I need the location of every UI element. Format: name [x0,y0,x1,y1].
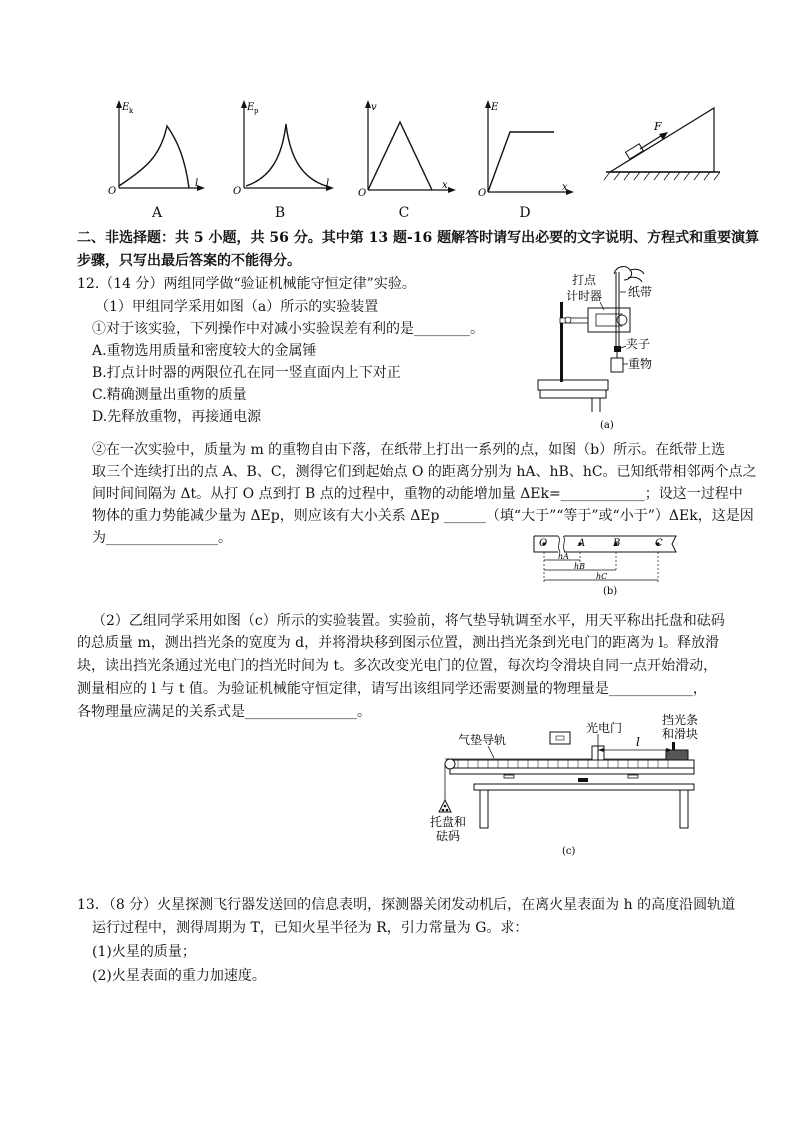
graph-b-yaxis: E [247,102,255,113]
fig-a-timer-label: 打点 [572,273,597,287]
fig-c-slider-label2: 和滑块 [662,727,699,741]
incline-diagram [602,100,722,185]
q12-sub2-line2: 取三个连续打出的点 A、B、C，测得它们到起始点 O 的距离分别为 hA、hB、hC。已知纸带相邻两个点之 [92,464,757,480]
fig-a-weight-label: 重物 [628,357,653,371]
graph-c-caption: C [398,205,410,221]
graph-a-xaxis: l [195,178,199,189]
q12-sub2-line3: 间时间间隔为 Δt。从打 O 点到打 B 点的过程中，重物的动能增加量 ΔEk=____________；设这一过程中 [92,486,743,502]
fig-b-label-b: B [613,538,621,549]
fig-b-label-hb: hB [574,562,586,571]
q12-part2-line5: 各物理量应满足的关系式是________________。 [77,704,371,720]
fig-a-clip-label: 夹子 [626,337,651,351]
graph-a [105,98,205,200]
fig-b-label-a: A [578,538,586,549]
fig-b-label-hc: hC [596,572,608,581]
fig-c-tray-label2: 砝码 [436,829,461,843]
fig-b-label-o: O [539,538,548,549]
q12-sub2-line1: ②在一次实验中，质量为 m 的重物自由下落，在纸带上打出一系列的点，如图（b）所示。在纸带上选 [92,442,726,458]
graph-c-yaxis: v [371,102,377,113]
graph-b-ysub: p [254,107,259,115]
q13-line1: 13．（8 分）火星探测飞行器发送回的信息表明，探测器关闭发动机后，在离火星表面为 h 的高度沿圆轨道 [77,897,736,913]
q12-sub2-line5: 为________________。 [92,530,232,546]
fig-b-label-ha: hA [558,552,569,561]
q12-part2-line3: 块，读出挡光条通过光电门的挡光时间为 t。多次改变光电门的位置，每次均令滑块自同一点开始滑动， [77,658,718,674]
graph-b-xaxis: l [326,178,330,189]
fig-c-tray-label1: 托盘和 [430,815,467,829]
graph-d [476,98,576,200]
section-heading-line1: 二、非选择题：共 5 小题，共 56 分。其中第 13 题-16 题解答时请写出必要的文字说明、方程式和重要演算 [77,230,760,246]
section-heading-line2: 步骤，只写出最后答案的不能得分。 [77,253,301,269]
fig-c-slider-label1: 挡光条 [662,713,699,727]
fig-c-caption: (c) [562,846,576,857]
fig-a-caption: (a) [600,420,614,431]
graph-b-origin: O [233,186,242,197]
graph-a-caption: A [151,205,163,221]
graph-a-yaxis: E [122,102,130,113]
fig-c-rail-label: 气垫导轨 [458,733,507,747]
q13-line2: 运行过程中，测得周期为 T，已知火星半径为 R，引力常量为 G。求： [92,920,529,936]
graph-d-xaxis: x [562,182,568,193]
q12-option-a: A.重物选用质量和密度较大的金属锤 [92,343,317,359]
fig-a-tape-label: 纸带 [628,285,653,299]
graph-d-origin: O [478,188,487,199]
q12-sub1: ①对于该实验，下列操作中对减小实验误差有利的是________。 [92,321,484,337]
q12-part2-line1: （2）乙组同学采用如图（c）所示的实验装置。实验前，将气垫导轨调至水平，用天平称出托盘和砝码 [92,613,725,629]
q12-option-c: C.精确测量出重物的质量 [92,387,247,403]
fig-a-timer-label2: 计时器 [566,289,603,303]
graph-c [356,98,456,200]
q13-line4: (2)火星表面的重力加速度。 [92,968,266,984]
fig-c-gate-label: 光电门 [586,721,623,735]
graph-c-xaxis: x [442,180,448,191]
q12-sub2-line4: 物体的重力势能减少量为 ΔEp，则应该有大小关系 ΔEp ______（填“大于”“等于”或“小于”）ΔEk，这是因 [92,508,754,524]
graph-b-caption: B [274,205,286,221]
q12-part2-line2: 的总质量 m，测出挡光条的宽度为 d，并将滑块移到图示位置，测出挡光条到光电门的距离为 l。释放滑 [77,635,720,651]
q12-part1: （1）甲组同学采用如图（a）所示的实验装置 [95,299,379,315]
incline-force-label: F [654,120,662,133]
figure-a-apparatus [530,262,680,432]
fig-b-caption: (b) [603,586,618,597]
graph-d-yaxis: E [491,102,499,113]
q13-line3: (1)火星的质量； [92,944,196,960]
graph-b [230,98,335,200]
q12-part2-line4: 测量相应的 l 与 t 值。为验证机械能守恒定律，请写出该组同学还需要测量的物理量是____________， [77,681,707,697]
figure-c-air-track [428,712,708,860]
figure-b-tape [530,532,680,600]
fig-c-l-label: l [636,735,640,749]
q12-option-b: B.打点计时器的两限位孔在同一竖直面内上下对正 [92,365,401,381]
graph-c-origin: O [358,188,367,199]
q12-title: 12.（14 分）两组同学做“验证机械能守恒定律”实验。 [77,276,416,292]
q12-option-d: D.先释放重物，再接通电源 [92,409,262,425]
graph-d-caption: D [519,205,531,221]
graph-a-ysub: k [129,107,134,115]
fig-b-label-c: C [655,538,663,549]
graph-a-origin: O [108,186,117,197]
